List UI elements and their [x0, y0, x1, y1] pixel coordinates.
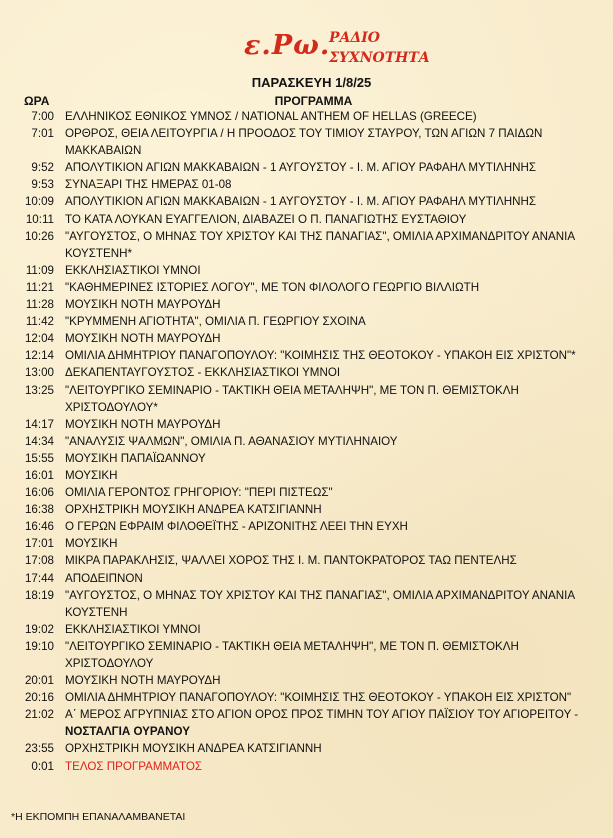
row-time: 19:02 [24, 622, 54, 636]
row-program [65, 330, 585, 347]
row-time: 12:04 [24, 332, 54, 346]
row-program [65, 279, 585, 296]
row-time: 14:17 [24, 417, 54, 431]
program-title: "ΛΕΙΤΟΥΡΓΙΚΟ ΣΕΜΙΝΑΡΙΟ - ΤΑΚΤΙΚΗ ΘΕΙΑ ΜΕΤΑΛΗΨΗ", ΜΕ ΤΟΝ Π. ΘΕΜΙΣΤΟΚΛΗ ΧΡΙΣΤΟΔΟΥΛΟΥ [65, 639, 519, 670]
row-time: 17:01 [24, 537, 54, 551]
program-title: ΑΠΟΛΥΤΙΚΙΟΝ ΑΓΙΩΝ ΜΑΚΚΑΒΑΙΩΝ - 1 ΑΥΓΟΥΣΤΟΥ - Ι. Μ. ΑΓΙΟΥ ΡΑΦΑΗΛ ΜΥΤΙΛΗΝΗΣ [65, 195, 537, 209]
schedule-row [0, 758, 613, 775]
program-title: ΟΜΙΛΙΑ ΓΕΡΟΝΤΟΣ ΓΡΗΓΟΡΙΟΥ: "ΠΕΡΙ ΠΙΣΤΕΩΣ" [65, 486, 333, 500]
program-title: ΟΜΙΛΙΑ ΔΗΜΗΤΡΙΟΥ ΠΑΝΑΓΟΠΟΥΛΟΥ: "ΚΟΙΜΗΣΙΣ ΤΗΣ ΘΕΟΤΟΚΟΥ - ΥΠΑΚΟΗ ΕΙΣ ΧΡΙΣΤΟΝ"* [65, 349, 576, 363]
footnote: *Η ΕΚΠΟΜΠΗ ΕΠΑΝΑΛΑΜΒΑΝΕΤΑΙ [11, 811, 186, 823]
schedule-row [0, 484, 613, 501]
row-program [65, 433, 585, 450]
row-time: 20:16 [24, 691, 54, 705]
row-program [65, 638, 585, 672]
row-program [65, 159, 585, 176]
row-program [65, 211, 585, 228]
column-header-time: ΩΡΑ [24, 94, 50, 108]
row-program [65, 176, 585, 193]
schedule-row [0, 552, 613, 569]
schedule-row [0, 313, 613, 330]
schedule-row [0, 211, 613, 228]
program-title: ΤΕΛΟΣ ΠΡΟΓΡΑΜΜΑΤΟΣ [65, 759, 203, 773]
program-title: ΜΟΥΣΙΚΗ ΝΟΤΗ ΜΑΥΡΟΥΔΗ [65, 332, 221, 346]
schedule-row [0, 706, 613, 740]
schedule-row [0, 416, 613, 433]
row-program [65, 484, 585, 501]
row-program [65, 570, 585, 587]
program-title: "ΑΥΓΟΥΣΤΟΣ, Ο ΜΗΝΑΣ ΤΟΥ ΧΡΙΣΤΟΥ ΚΑΙ ΤΗΣ ΠΑΝΑΓΙΑΣ", ΟΜΙΛΙΑ ΑΡΧΙΜΑΝΔΡΙΤΟΥ ΑΝΑΝΙΑ ΚΟΥΣΤΕΝΗ* [65, 229, 575, 260]
row-program [65, 535, 585, 552]
program-title: ΜΟΥΣΙΚΗ [65, 537, 118, 551]
row-time: 16:01 [24, 468, 54, 482]
program-title: "ΑΝΑΛΥΣΙΣ ΨΑΛΜΩΝ", ΟΜΙΛΙΑ Π. ΑΘΑΝΑΣΙΟΥ ΜΥΤΙΛΗΝΑΙΟΥ [65, 434, 398, 448]
schedule-row [0, 518, 613, 535]
row-program [65, 501, 585, 518]
program-title: ΕΚΚΛΗΣΙΑΣΤΙΚΟΙ ΥΜΝΟΙ [65, 622, 201, 636]
row-time: 0:01 [31, 759, 54, 773]
schedule-row [0, 450, 613, 467]
program-title: "ΚΑΘΗΜΕΡΙΝΕΣ ΙΣΤΟΡΙΕΣ ΛΟΓΟΥ", ΜΕ ΤΟΝ ΦΙΛΟΛΟΓΟ ΓΕΩΡΓΙΟ ΒΙΛΛΙΩΤΗ [65, 280, 480, 294]
schedule-row [0, 125, 613, 159]
program-title: ΜΟΥΣΙΚΗ [65, 468, 118, 482]
row-program [65, 467, 585, 484]
row-program [65, 689, 585, 706]
row-time: 17:44 [24, 571, 54, 585]
program-title: "ΛΕΙΤΟΥΡΓΙΚΟ ΣΕΜΙΝΑΡΙΟ - ΤΑΚΤΙΚΗ ΘΕΙΑ ΜΕΤΑΛΗΨΗ", ΜΕ ΤΟΝ Π. ΘΕΜΙΣΤΟΚΛΗ ΧΡΙΣΤΟΔΟΥΛΟΥ* [65, 383, 519, 414]
row-program [65, 740, 585, 757]
row-time: 9:52 [31, 161, 54, 175]
row-time: 11:09 [25, 263, 54, 277]
program-title: ΔΕΚΑΠΕΝΤΑΥΓΟΥΣΤΟΣ - ΕΚΚΛΗΣΙΑΣΤΙΚΟΙ ΥΜΝΟΙ [65, 366, 341, 380]
program-title: Ο ΓΕΡΩΝ ΕΦΡΑΙΜ ΦΙΛΟΘΕΪΤΗΣ - ΑΡΙΖΟΝΙΤΗΣ ΛΕΕΙ ΤΗΝ ΕΥΧΗ [65, 520, 408, 534]
program-title: ΜΟΥΣΙΚΗ ΝΟΤΗ ΜΑΥΡΟΥΔΗ [65, 417, 221, 431]
logo-text-frequency: ΣΥΧΝΟΤΗΤΑ [329, 50, 430, 66]
row-program [65, 672, 585, 689]
schedule-row [0, 570, 613, 587]
row-time: 18:19 [24, 588, 54, 602]
program-title: ΟΡΧΗΣΤΡΙΚΗ ΜΟΥΣΙΚΗ ΑΝΔΡΕΑ ΚΑΤΣΙΓΙΑΝΝΗ [65, 503, 322, 517]
schedule-row [0, 638, 613, 672]
schedule-row [0, 159, 613, 176]
row-program [65, 228, 585, 262]
row-program [65, 587, 585, 621]
schedule-row [0, 228, 613, 262]
station-logo: ε.Ρω. [244, 30, 331, 61]
schedule-row [0, 279, 613, 296]
row-time: 20:01 [24, 674, 54, 688]
row-time: 14:34 [24, 434, 54, 448]
row-time: 10:09 [24, 195, 54, 209]
program-title: ΜΟΥΣΙΚΗ ΠΑΠΑΪΩΑΝΝΟΥ [65, 451, 206, 465]
row-program [65, 450, 585, 467]
row-program [65, 552, 585, 569]
schedule-row [0, 501, 613, 518]
schedule-list [0, 108, 613, 775]
row-time: 19:10 [24, 639, 54, 653]
schedule-row [0, 176, 613, 193]
row-time: 15:55 [24, 451, 54, 465]
column-header-program: ΠΡΟΓΡΑΜΜΑ [274, 94, 353, 108]
row-program [65, 364, 585, 381]
row-program [65, 296, 585, 313]
row-program [65, 416, 585, 433]
program-title: ΟΜΙΛΙΑ ΔΗΜΗΤΡΙΟΥ ΠΑΝΑΓΟΠΟΥΛΟΥ: "ΚΟΙΜΗΣΙΣ ΤΗΣ ΘΕΟΤΟΚΟΥ - ΥΠΑΚΟΗ ΕΙΣ ΧΡΙΣΤΟΝ" [65, 691, 572, 705]
schedule-row [0, 364, 613, 381]
row-program [65, 125, 585, 159]
program-title: ΕΚΚΛΗΣΙΑΣΤΙΚΟΙ ΥΜΝΟΙ [65, 263, 201, 277]
row-program [65, 347, 585, 364]
program-title: "ΑΥΓΟΥΣΤΟΣ, Ο ΜΗΝΑΣ ΤΟΥ ΧΡΙΣΤΟΥ ΚΑΙ ΤΗΣ ΠΑΝΑΓΙΑΣ", ΟΜΙΛΙΑ ΑΡΧΙΜΑΝΔΡΙΤΟΥ ΑΝΑΝΙΑ ΚΟΥΣΤΕΝΗ [65, 588, 575, 619]
row-time: 11:21 [25, 280, 54, 294]
schedule-row [0, 433, 613, 450]
schedule-row [0, 330, 613, 347]
row-time: 23:55 [24, 742, 54, 756]
row-time: 13:00 [24, 366, 54, 380]
row-program [65, 313, 585, 330]
schedule-row [0, 535, 613, 552]
row-time: 16:06 [24, 486, 54, 500]
row-time: 16:38 [24, 503, 54, 517]
program-title: Α΄ ΜΕΡΟΣ ΑΓΡΥΠΝΙΑΣ ΣΤΟ ΑΓΙΟΝ ΟΡΟΣ ΠΡΟΣ ΤΙΜΗΝ ΤΟΥ ΑΓΙΟΥ ΠΑΪΣΙΟΥ ΤΟΥ ΑΓΙΟΡΕΙΤΟΥ - [65, 708, 579, 722]
program-title: ΜΟΥΣΙΚΗ ΝΟΤΗ ΜΑΥΡΟΥΔΗ [65, 674, 221, 688]
program-title: ΑΠΟΛΥΤΙΚΙΟΝ ΑΓΙΩΝ ΜΑΚΚΑΒΑΙΩΝ - 1 ΑΥΓΟΥΣΤΟΥ - Ι. Μ. ΑΓΙΟΥ ΡΑΦΑΗΛ ΜΥΤΙΛΗΝΗΣ [65, 161, 537, 175]
row-time: 7:01 [31, 127, 54, 141]
schedule-row [0, 108, 613, 125]
row-program [65, 382, 585, 416]
row-time: 16:46 [24, 520, 54, 534]
schedule-row [0, 587, 613, 621]
row-program [65, 621, 585, 638]
schedule-row [0, 621, 613, 638]
program-title: ΜΟΥΣΙΚΗ ΝΟΤΗ ΜΑΥΡΟΥΔΗ [65, 298, 221, 312]
row-time: 17:08 [24, 554, 54, 568]
program-title: ΕΛΛΗΝΙΚΟΣ ΕΘΝΙΚΟΣ ΥΜΝΟΣ / NATIONAL ANTHEM OF HELLAS (GREECE) [65, 110, 477, 123]
schedule-row [0, 740, 613, 757]
program-title: ΤΟ ΚΑΤΑ ΛΟΥΚΑΝ ΕΥΑΓΓΕΛΙΟΝ, ΔΙΑΒΑΖΕΙ Ο Π. ΠΑΝΑΓΙΩΤΗΣ ΕΥΣΤΑΘΙΟΥ [65, 212, 467, 226]
row-time: 11:42 [25, 315, 54, 329]
row-time: 13:25 [24, 383, 54, 397]
schedule-row [0, 347, 613, 364]
row-program [65, 193, 585, 210]
schedule-row [0, 382, 613, 416]
program-title: ΟΡΘΡΟΣ, ΘΕΙΑ ΛΕΙΤΟΥΡΓΙΑ / Η ΠΡΟΟΔΟΣ ΤΟΥ ΤΙΜΙΟΥ ΣΤΑΥΡΟΥ, ΤΩΝ ΑΓΙΩΝ 7 ΠΑΙΔΩΝ ΜΑΚΚΑΒΑΙΩΝ [65, 127, 543, 158]
row-program [65, 108, 585, 125]
row-program [65, 758, 585, 775]
row-time: 10:11 [25, 212, 54, 226]
row-program [65, 262, 585, 279]
schedule-row [0, 262, 613, 279]
program-title: "ΚΡΥΜΜΕΝΗ ΑΓΙΟΤΗΤΑ", ΟΜΙΛΙΑ Π. ΓΕΩΡΓΙΟΥ ΣΧΟΙΝΑ [65, 315, 366, 329]
schedule-date: ΠΑΡΑΣΚΕΥΗ 1/8/25 [251, 75, 372, 90]
logo-text-radio: ΡΑΔΙΟ [329, 30, 380, 46]
row-time: 10:26 [24, 229, 54, 243]
schedule-row [0, 193, 613, 210]
program-title: ΟΡΧΗΣΤΡΙΚΗ ΜΟΥΣΙΚΗ ΑΝΔΡΕΑ ΚΑΤΣΙΓΙΑΝΝΗ [65, 742, 322, 756]
row-program [65, 706, 585, 740]
program-title: ΣΥΝΑΞΑΡΙ ΤΗΣ ΗΜΕΡΑΣ 01-08 [65, 178, 232, 192]
schedule-row [0, 689, 613, 706]
schedule-row [0, 296, 613, 313]
row-time: 21:02 [24, 708, 54, 722]
row-program [65, 518, 585, 535]
row-time: 7:00 [31, 110, 54, 123]
schedule-row [0, 672, 613, 689]
program-subtitle: ΝΟΣΤΑΛΓΙΑ ΟΥΡΑΝΟΥ [65, 725, 190, 739]
row-time: 11:28 [25, 298, 54, 312]
program-title: ΑΠΟΔΕΙΠΝΟΝ [65, 571, 143, 585]
schedule-row [0, 467, 613, 484]
program-title: ΜΙΚΡΑ ΠΑΡΑΚΛΗΣΙΣ, ΨΑΛΛΕΙ ΧΟΡΟΣ ΤΗΣ Ι. Μ. ΠΑΝΤΟΚΡΑΤΟΡΟΣ ΤΑΩ ΠΕΝΤΕΛΗΣ [65, 554, 517, 568]
row-time: 9:53 [31, 178, 54, 192]
row-time: 12:14 [24, 349, 54, 363]
